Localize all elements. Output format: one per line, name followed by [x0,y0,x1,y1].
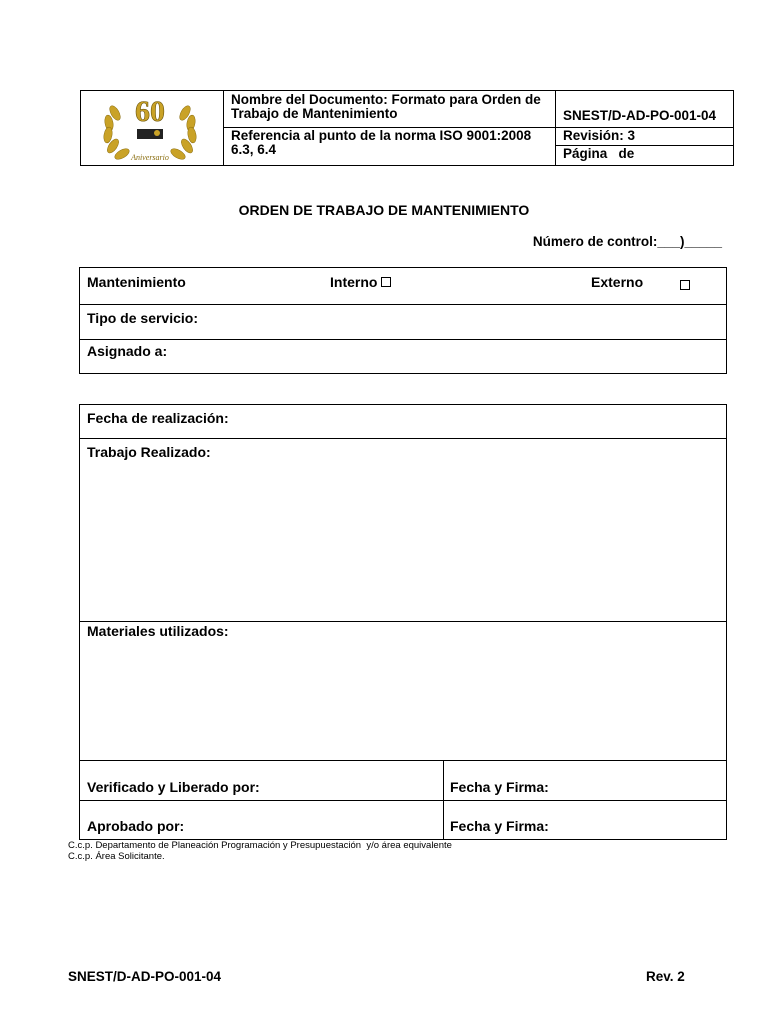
footer-code: SNEST/D-AD-PO-001-04 [68,969,222,984]
logo-number: 60 [135,95,165,128]
revision: Revisión: 3 [563,128,636,143]
document-header-table [80,90,734,166]
row-divider [80,621,726,622]
work-done-label: Trabajo Realizado: [87,444,211,460]
external-label: Externo [591,274,644,290]
footer-revision: Rev. 2 [646,969,685,984]
verified-by-label: Verificado y Liberado por: [87,779,260,795]
materials-used-label: Materiales utilizados: [87,623,229,639]
row-divider [80,304,726,305]
header-divider [223,91,224,165]
internal-label: Interno [330,274,378,290]
assigned-to-label: Asignado a: [87,343,168,359]
form-title: ORDEN DE TRABAJO DE MANTENIMIENTO [238,202,530,218]
maintenance-type-table [79,267,727,374]
ccp-line: C.c.p. Departamento de Planeación Programación y Presupuestación y/o área equivalente [68,840,452,851]
header-divider [555,91,556,165]
iso-reference: Referencia al punto de la norma ISO 9001:2008 6.3, 6.4 [231,128,532,157]
row-divider [80,438,726,439]
control-number: Número de control:___)_____ [532,234,722,249]
page-number: Página de [563,146,635,161]
external-checkbox[interactable] [680,280,690,290]
service-type-label: Tipo de servicio: [87,310,198,326]
column-divider [443,760,444,839]
logo-subtext: Aniversario [131,153,169,162]
internal-checkbox[interactable] [381,277,391,287]
document-name: Nombre del Documento: Formato para Orden de Trabajo de Mantenimiento [231,92,541,121]
document-code: SNEST/D-AD-PO-001-04 [563,108,717,123]
row-divider [80,800,726,801]
completion-date-label: Fecha de realización: [87,410,229,426]
internal-option[interactable] [330,274,391,290]
row-divider [80,339,726,340]
ccp-line: C.c.p. Área Solicitante. [68,851,165,862]
work-report-table [79,404,727,840]
approved-by-label: Aprobado por: [87,818,185,834]
date-signature-label: Fecha y Firma: [450,779,549,795]
anniversary-logo [95,95,205,165]
date-signature-label: Fecha y Firma: [450,818,549,834]
maintenance-label: Mantenimiento [87,274,186,290]
row-divider [80,760,726,761]
